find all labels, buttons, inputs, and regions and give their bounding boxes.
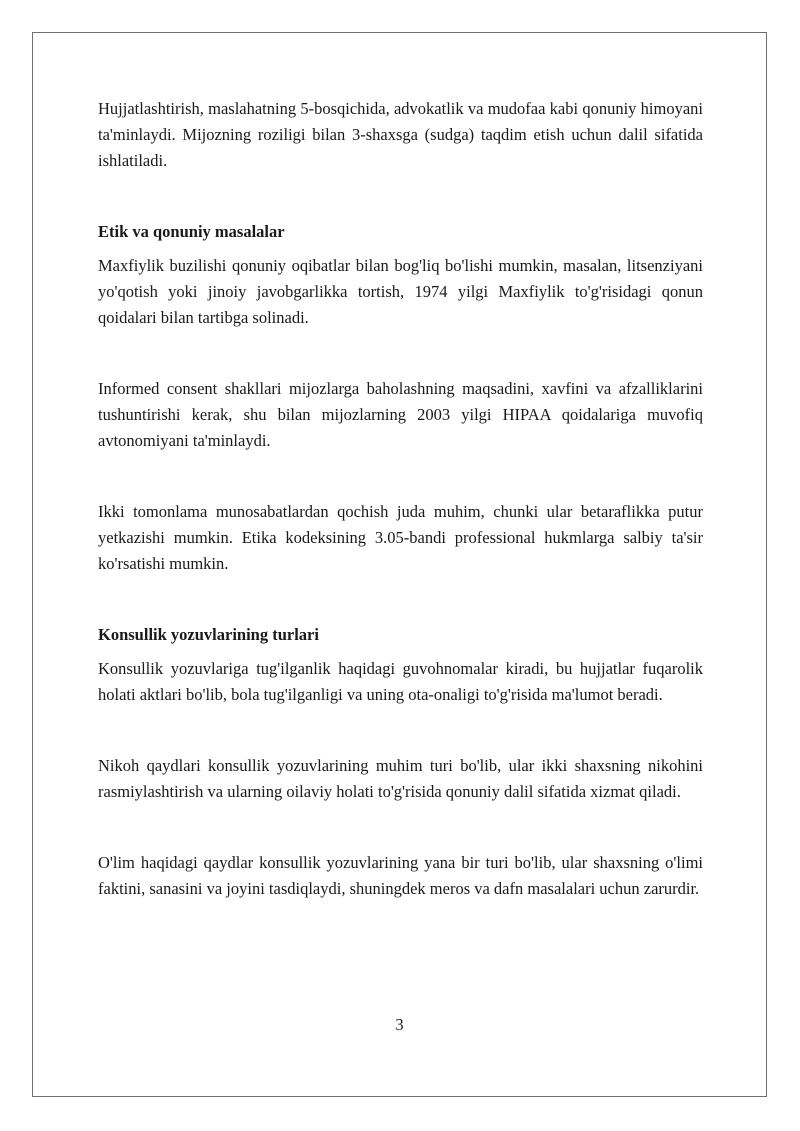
page-content — [98, 96, 703, 902]
section-heading-consular-records: Konsullik yozuvlarining turlari — [98, 625, 319, 644]
paragraph-informed-consent: Informed consent shakllari mijozlarga baholashning maqsadini, xavfini va afzalliklarini tushuntirishi kerak, shu bilan mijozlarning 2003 yilgi HIPAA qoidalariga muvofiq avtonomiyani ta'minlaydi. — [98, 379, 703, 450]
page-number: 3 — [395, 1015, 404, 1034]
paragraph-death-records: O'lim haqidagi qaydlar konsullik yozuvlarining yana bir turi bo'lib, ular shaxsning o'limi faktini, sanasini va joyini tasdiqlaydi, shuningdek meros va dafn masalalari uchun zarurdir. — [98, 853, 703, 898]
paragraph-birth-records: Konsullik yozuvlariga tug'ilganlik haqidagi guvohnomalar kiradi, bu hujjatlar fuqarolik holati aktlari bo'lib, bola tug'ilganligi va uning ota-onaligi to'g'risida ma'lumot beradi. — [98, 659, 703, 704]
paragraph-marriage-records: Nikoh qaydlari konsullik yozuvlarining muhim turi bo'lib, ular ikki shaxsning nikohini rasmiylashtirish va ularning oilaviy holati to'g'risida qonuniy dalil sifatida xizmat qiladi. — [98, 756, 703, 801]
paragraph-confidentiality: Maxfiylik buzilishi qonuniy oqibatlar bilan bog'liq bo'lishi mumkin, masalan, litsenziyani yo'qotish yoki jinoiy javobgarlikka tortish, 1974 yilgi Maxfiylik to'g'risidagi qonun qoidalari bilan tartibga solinadi. — [98, 256, 703, 327]
paragraph-documentation: Hujjatlashtirish, maslahatning 5-bosqichida, advokatlik va mudofaa kabi qonuniy himoyani ta'minlaydi. Mijozning roziligi bilan 3-shaxsga (sudga) taqdim etish uchun dalil sifatida ishlatiladi. — [98, 99, 703, 170]
section-heading-ethics-legal: Etik va qonuniy masalalar — [98, 222, 285, 241]
document-page — [32, 32, 767, 1097]
paragraph-dual-relationships: Ikki tomonlama munosabatlardan qochish juda muhim, chunki ular betaraflikka putur yetkazishi mumkin. Etika kodeksining 3.05-bandi professional hukmlarga salbiy ta'sir ko'rsatishi mumkin. — [98, 502, 703, 573]
